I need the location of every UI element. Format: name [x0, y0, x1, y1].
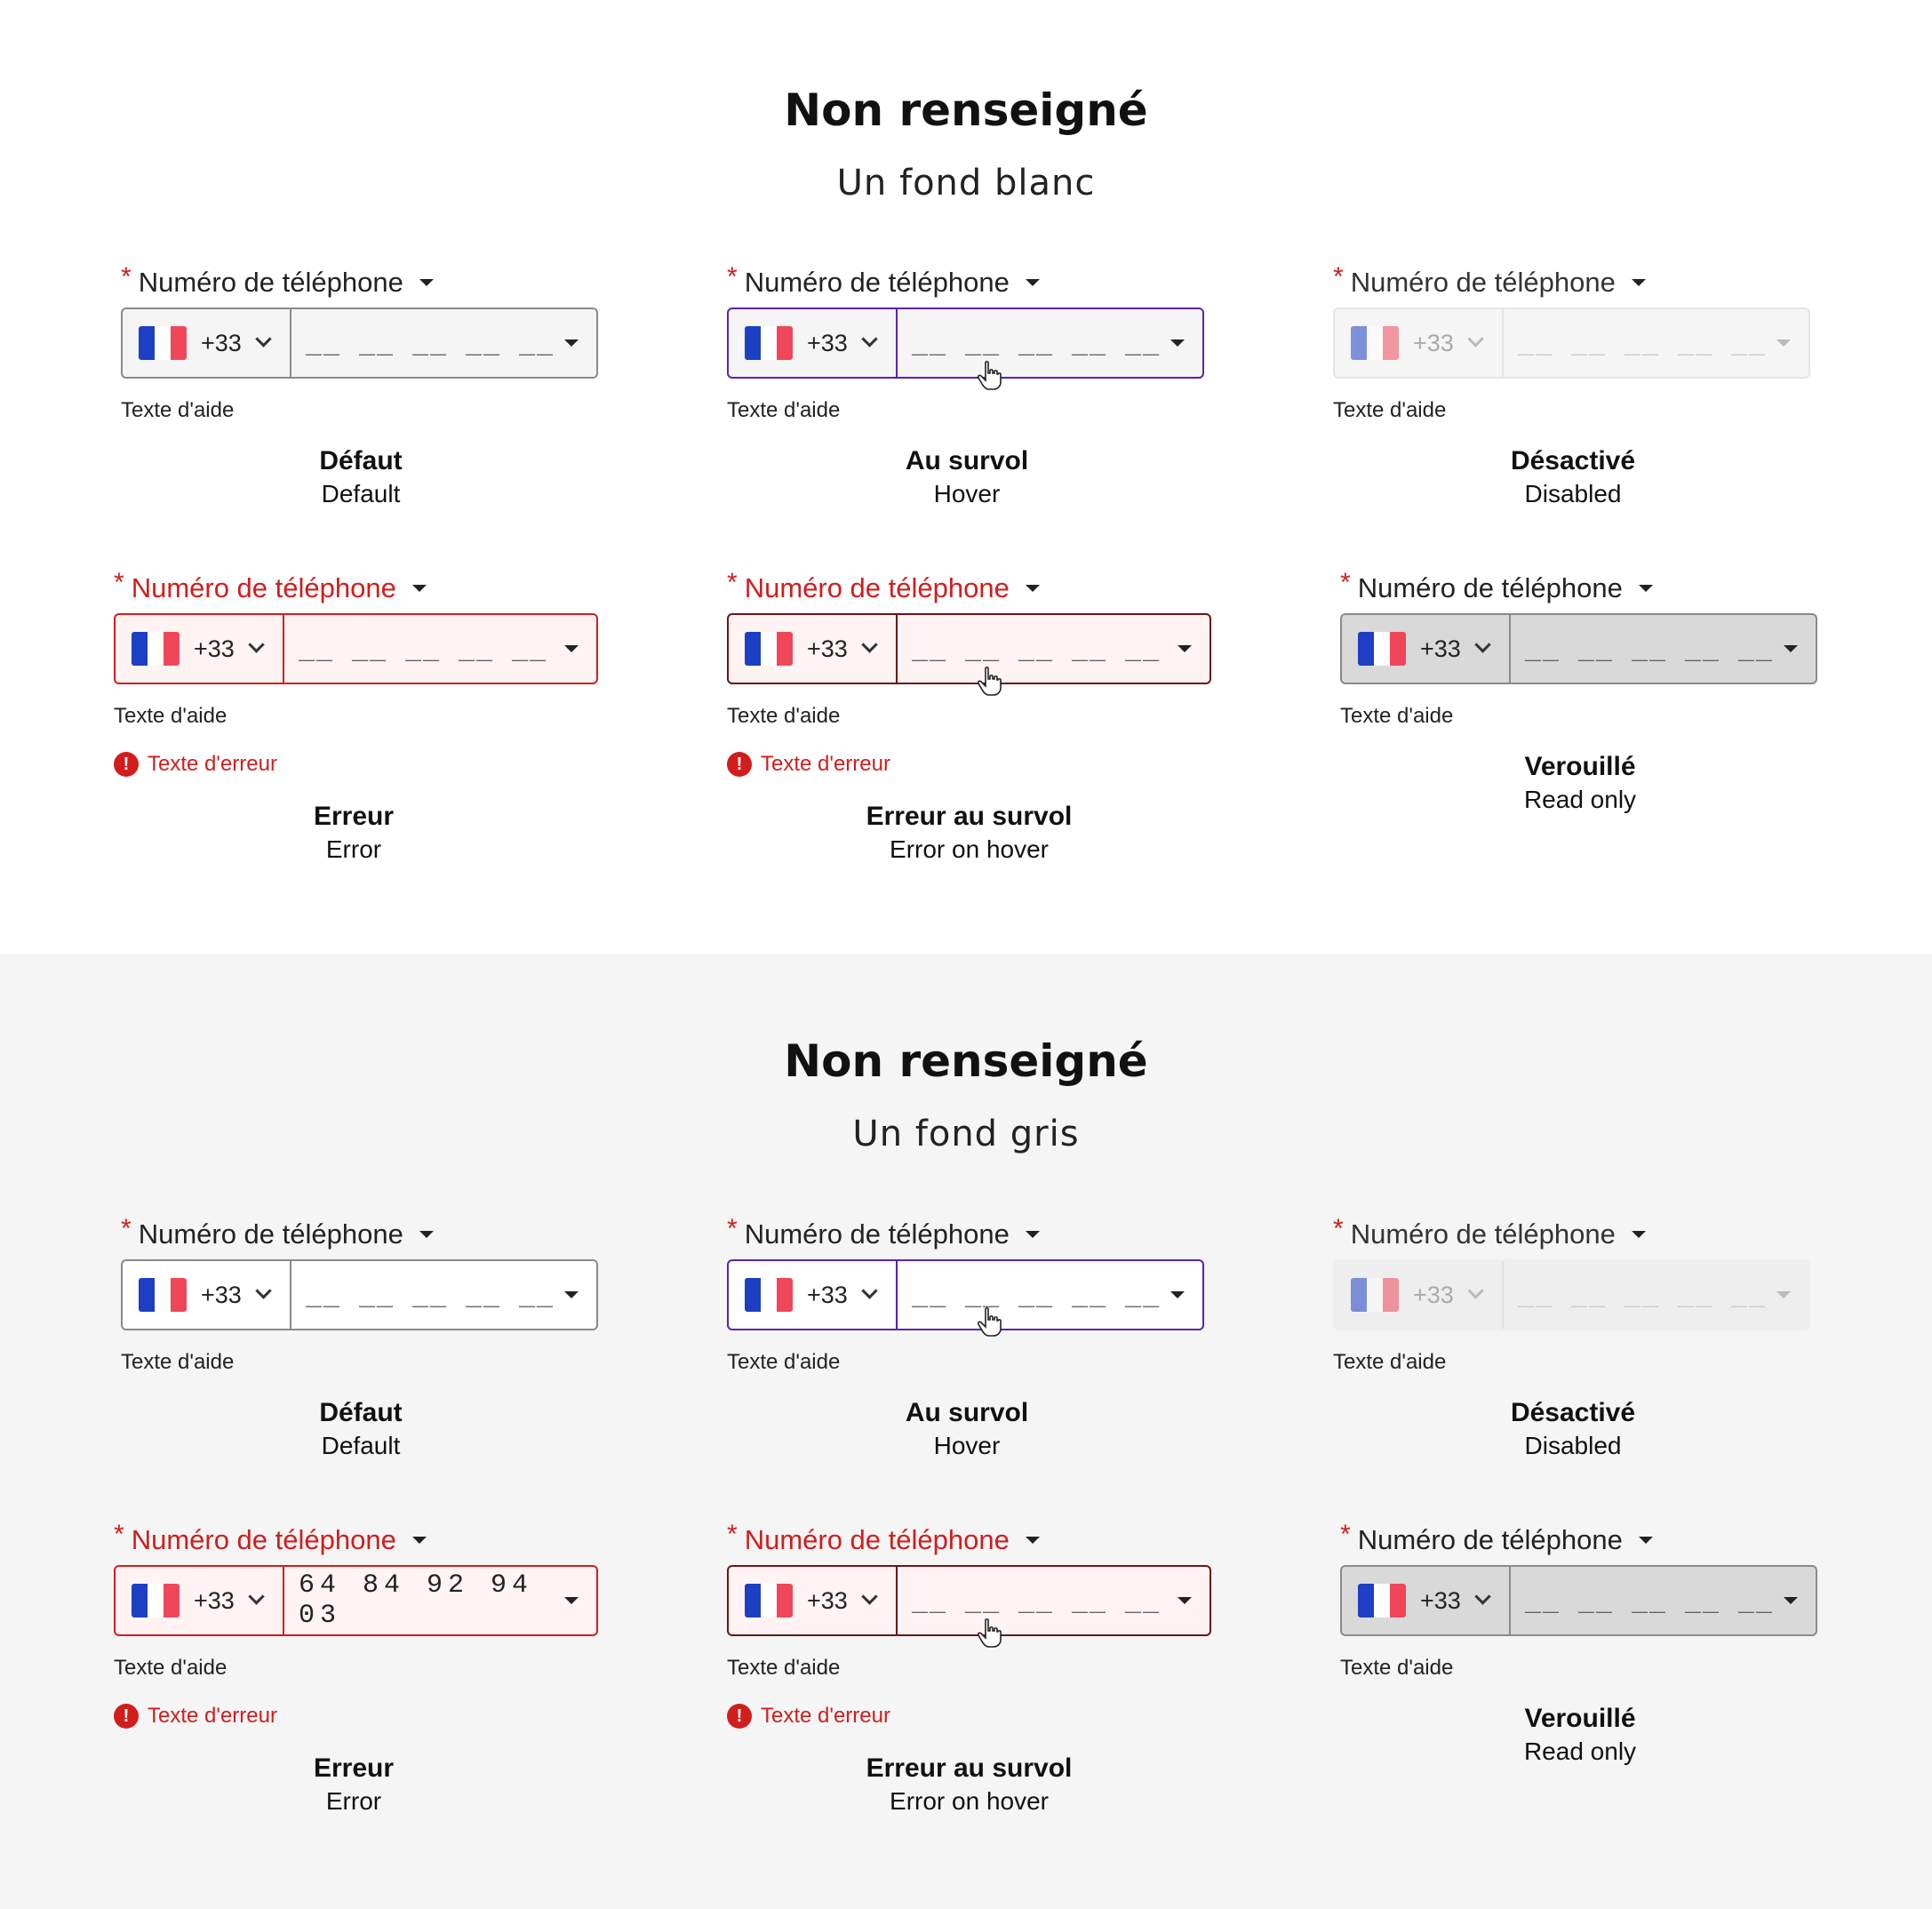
country-selector[interactable]	[729, 1261, 898, 1329]
dropdown-arrow-icon	[1776, 339, 1791, 347]
phone-number-field[interactable]	[898, 309, 1202, 377]
dropdown-arrow-icon[interactable]	[1170, 339, 1185, 347]
caret-down-icon[interactable]	[412, 585, 427, 592]
phone-placeholder: __ __ __ __ __	[1525, 1589, 1775, 1619]
state-subtitle: Default	[321, 480, 401, 507]
section-title: Non renseigné	[784, 84, 1148, 136]
state-title: Défaut	[319, 1398, 403, 1427]
error-message	[727, 1704, 890, 1729]
caret-down-icon[interactable]	[1026, 1231, 1040, 1238]
chevron-down-icon	[1467, 331, 1483, 347]
phone-value: 64 84 92 94 03	[299, 1570, 534, 1631]
chevron-down-icon	[861, 636, 877, 652]
phone-placeholder: __ __ __ __ __	[1518, 331, 1768, 362]
phone-number-field[interactable]	[898, 1567, 1209, 1634]
country-selector[interactable]	[729, 1567, 898, 1634]
field-label-text: Numéro de téléphone	[1350, 267, 1616, 298]
dial-code: +33	[807, 1586, 848, 1614]
hand-pointer-cursor-icon	[978, 1618, 1002, 1649]
chevron-down-icon	[1467, 1282, 1483, 1298]
dial-code: +33	[807, 329, 848, 356]
state-title: Erreur	[313, 1753, 395, 1783]
field-label-text: Numéro de téléphone	[744, 572, 1010, 603]
dropdown-arrow-icon[interactable]	[1178, 645, 1192, 652]
country-selector[interactable]	[123, 1261, 291, 1329]
caret-down-icon[interactable]	[1026, 585, 1040, 592]
dial-code: +33	[1413, 329, 1454, 356]
france-flag-icon	[745, 1278, 793, 1312]
france-flag-icon	[139, 1278, 187, 1312]
caret-down-icon[interactable]	[412, 1537, 427, 1544]
country-selector	[1335, 1261, 1504, 1329]
dropdown-arrow-icon	[1784, 1597, 1798, 1604]
france-flag-icon	[745, 326, 793, 360]
france-flag-icon	[1358, 1584, 1406, 1617]
dropdown-arrow-icon[interactable]	[1178, 1597, 1192, 1604]
phone-number-field[interactable]	[284, 615, 596, 683]
chevron-down-icon	[861, 1282, 877, 1298]
required-mark: *	[1340, 1520, 1351, 1549]
chevron-down-icon	[248, 636, 264, 652]
dial-code: +33	[1420, 635, 1461, 662]
field-label-text: Numéro de téléphone	[138, 267, 403, 298]
phone-field-error-hover	[727, 1521, 1225, 1909]
field-label	[114, 569, 427, 608]
state-title: Défaut	[319, 446, 403, 475]
state-title: Erreur au survol	[866, 1753, 1073, 1783]
chevron-down-icon	[255, 331, 271, 347]
section-grey-background	[0, 954, 1932, 1909]
country-selector[interactable]	[123, 309, 291, 377]
field-label	[121, 263, 434, 302]
country-selector	[1342, 1567, 1511, 1634]
chevron-down-icon	[255, 1282, 271, 1298]
dial-code: +33	[1413, 1281, 1454, 1308]
field-label-text: Numéro de téléphone	[744, 1218, 1010, 1250]
error-text: Texte d'erreur	[148, 752, 277, 776]
phone-number-field	[1504, 309, 1808, 377]
caret-down-icon	[1639, 1537, 1653, 1544]
state-subtitle: Disabled	[1524, 480, 1622, 507]
field-label	[1340, 569, 1653, 608]
chevron-down-icon	[1474, 1588, 1490, 1604]
france-flag-icon	[132, 632, 180, 666]
france-flag-icon	[745, 632, 793, 666]
state-title: Verouillé	[1524, 1704, 1636, 1733]
required-mark: *	[1340, 568, 1351, 597]
phone-field-readonly	[1340, 1521, 1838, 1909]
phone-input	[1333, 1259, 1810, 1330]
state-subtitle: Read only	[1523, 1737, 1637, 1765]
help-text: Texte d'aide	[121, 398, 235, 422]
field-label-text: Numéro de téléphone	[131, 572, 396, 603]
error-message	[114, 752, 277, 777]
state-title: Désactivé	[1510, 1398, 1636, 1427]
dropdown-arrow-icon[interactable]	[564, 1597, 579, 1604]
caret-down-icon	[1632, 1231, 1646, 1238]
state-title: Verouillé	[1524, 752, 1636, 781]
france-flag-icon	[139, 326, 187, 360]
phone-input[interactable]	[727, 1565, 1211, 1636]
field-label	[114, 1521, 427, 1560]
dropdown-arrow-icon[interactable]	[1170, 1291, 1185, 1298]
phone-placeholder: __ __ __ __ __	[912, 1589, 1162, 1619]
state-title: Au survol	[905, 1398, 1029, 1427]
error-text: Texte d'erreur	[761, 752, 890, 776]
required-mark: *	[114, 568, 124, 597]
phone-field-error-hover	[727, 569, 1225, 1013]
country-selector	[1335, 309, 1504, 377]
caret-down-icon[interactable]	[1026, 1537, 1040, 1544]
required-mark: *	[121, 262, 132, 292]
caret-down-icon[interactable]	[1026, 279, 1040, 286]
error-icon: !	[114, 752, 139, 777]
phone-placeholder: __ __ __ __ __	[1525, 637, 1775, 667]
required-mark: *	[121, 1214, 132, 1243]
field-label	[1333, 1215, 1646, 1254]
phone-placeholder: __ __ __ __ __	[299, 637, 548, 667]
field-label	[1333, 263, 1646, 302]
help-text: Texte d'aide	[1340, 704, 1454, 728]
chevron-down-icon	[861, 1588, 877, 1604]
field-label	[727, 263, 1040, 302]
state-title: Erreur au survol	[866, 802, 1073, 831]
state-subtitle: Hover	[933, 1432, 1001, 1459]
country-selector[interactable]	[116, 1567, 284, 1634]
field-label-text: Numéro de téléphone	[131, 1524, 396, 1555]
phone-placeholder: __ __ __ __ __	[306, 1283, 555, 1314]
error-icon: !	[114, 1704, 139, 1729]
phone-number-field[interactable]	[291, 1261, 596, 1329]
state-subtitle: Hover	[933, 480, 1001, 507]
error-message	[727, 752, 890, 777]
error-text: Texte d'erreur	[761, 1704, 890, 1728]
france-flag-icon	[1358, 632, 1406, 666]
state-subtitle: Error on hover	[890, 1787, 1049, 1815]
required-mark: *	[727, 262, 738, 292]
dial-code: +33	[194, 1586, 235, 1614]
help-text: Texte d'aide	[727, 1350, 841, 1374]
help-text: Texte d'aide	[727, 1656, 841, 1680]
phone-number-field[interactable]	[898, 1261, 1202, 1329]
hand-pointer-cursor-icon	[978, 1307, 1002, 1338]
help-text: Texte d'aide	[1333, 398, 1447, 422]
dropdown-arrow-icon	[1776, 1291, 1791, 1298]
state-title: Au survol	[905, 446, 1029, 475]
required-mark: *	[727, 568, 738, 597]
field-label	[121, 1215, 434, 1254]
section-white-background	[0, 0, 1932, 954]
field-label	[727, 1521, 1040, 1560]
help-text: Texte d'aide	[727, 704, 841, 728]
dropdown-arrow-icon[interactable]	[564, 339, 579, 347]
hand-pointer-cursor-icon	[978, 667, 1002, 697]
caret-down-icon	[1632, 279, 1646, 286]
phone-placeholder: __ __ __ __ __	[306, 331, 555, 362]
france-flag-icon	[1351, 326, 1399, 360]
section-subtitle: Un fond gris	[852, 1114, 1080, 1154]
phone-input	[1333, 308, 1810, 379]
phone-input	[1340, 613, 1817, 684]
country-selector	[1342, 615, 1511, 683]
phone-placeholder: __ __ __ __ __	[912, 1283, 1162, 1314]
error-message	[114, 1704, 277, 1729]
phone-input[interactable]	[121, 308, 598, 379]
required-mark: *	[1333, 1214, 1344, 1243]
phone-field-error	[114, 1521, 611, 1909]
help-text: Texte d'aide	[727, 398, 841, 422]
section-title: Non renseigné	[784, 1035, 1148, 1087]
error-text: Texte d'erreur	[148, 1704, 277, 1728]
field-label	[1340, 1521, 1653, 1560]
help-text: Texte d'aide	[1340, 1656, 1454, 1680]
field-label-text: Numéro de téléphone	[744, 267, 1010, 298]
field-label	[727, 1215, 1040, 1254]
dial-code: +33	[201, 329, 242, 356]
error-icon: !	[727, 1704, 752, 1729]
country-selector[interactable]	[729, 615, 898, 683]
france-flag-icon	[1351, 1278, 1399, 1312]
dial-code: +33	[807, 635, 848, 662]
phone-placeholder: __ __ __ __ __	[912, 331, 1162, 362]
phone-input[interactable]	[114, 1565, 598, 1636]
state-title: Erreur	[313, 802, 395, 831]
phone-placeholder: __ __ __ __ __	[912, 637, 1162, 667]
france-flag-icon	[745, 1584, 793, 1617]
state-title: Désactivé	[1510, 446, 1636, 475]
caret-down-icon[interactable]	[419, 1231, 434, 1238]
field-label	[727, 569, 1040, 608]
phone-number-field[interactable]	[284, 1567, 596, 1634]
phone-input[interactable]	[727, 613, 1211, 684]
phone-input[interactable]	[114, 613, 598, 684]
dial-code: +33	[194, 635, 235, 662]
phone-field-error	[114, 569, 611, 1013]
country-selector[interactable]	[729, 309, 898, 377]
state-subtitle: Error	[325, 835, 382, 863]
caret-down-icon	[1639, 585, 1653, 592]
error-icon: !	[727, 752, 752, 777]
dropdown-arrow-icon[interactable]	[564, 1291, 579, 1298]
field-label-text: Numéro de téléphone	[1357, 1524, 1623, 1555]
dial-code: +33	[1420, 1586, 1461, 1614]
phone-number-field	[1511, 1567, 1816, 1634]
dial-code: +33	[807, 1281, 848, 1308]
required-mark: *	[727, 1520, 738, 1549]
state-subtitle: Default	[321, 1432, 401, 1459]
phone-number-field[interactable]	[898, 615, 1209, 683]
phone-field-readonly	[1340, 569, 1838, 1013]
field-label-text: Numéro de téléphone	[1350, 1218, 1616, 1250]
state-subtitle: Disabled	[1524, 1432, 1622, 1459]
help-text: Texte d'aide	[114, 704, 228, 728]
chevron-down-icon	[1474, 636, 1490, 652]
phone-number-field	[1504, 1261, 1808, 1329]
help-text: Texte d'aide	[121, 1350, 235, 1374]
france-flag-icon	[132, 1584, 180, 1617]
phone-input	[1340, 1565, 1817, 1636]
required-mark: *	[1333, 262, 1344, 292]
dial-code: +33	[201, 1281, 242, 1308]
field-label-text: Numéro de téléphone	[744, 1524, 1010, 1555]
state-subtitle: Read only	[1523, 786, 1637, 813]
required-mark: *	[727, 1214, 738, 1243]
state-subtitle: Error	[325, 1787, 382, 1815]
required-mark: *	[114, 1520, 124, 1549]
phone-input[interactable]	[727, 308, 1204, 379]
phone-input[interactable]	[727, 1259, 1204, 1330]
chevron-down-icon	[248, 1588, 264, 1604]
dropdown-arrow-icon[interactable]	[564, 645, 579, 652]
help-text: Texte d'aide	[1333, 1350, 1447, 1374]
country-selector[interactable]	[116, 615, 284, 683]
phone-placeholder: __ __ __ __ __	[1518, 1283, 1768, 1314]
field-label-text: Numéro de téléphone	[138, 1218, 403, 1250]
chevron-down-icon	[861, 331, 877, 347]
help-text: Texte d'aide	[114, 1656, 228, 1680]
section-subtitle: Un fond blanc	[836, 163, 1096, 204]
phone-number-field	[1511, 615, 1816, 683]
phone-number-field[interactable]	[291, 309, 596, 377]
dropdown-arrow-icon	[1784, 645, 1798, 652]
field-label-text: Numéro de téléphone	[1357, 572, 1623, 603]
phone-input[interactable]	[121, 1259, 598, 1330]
caret-down-icon[interactable]	[419, 279, 434, 286]
state-subtitle: Error on hover	[890, 835, 1049, 863]
hand-pointer-cursor-icon	[978, 361, 1002, 391]
